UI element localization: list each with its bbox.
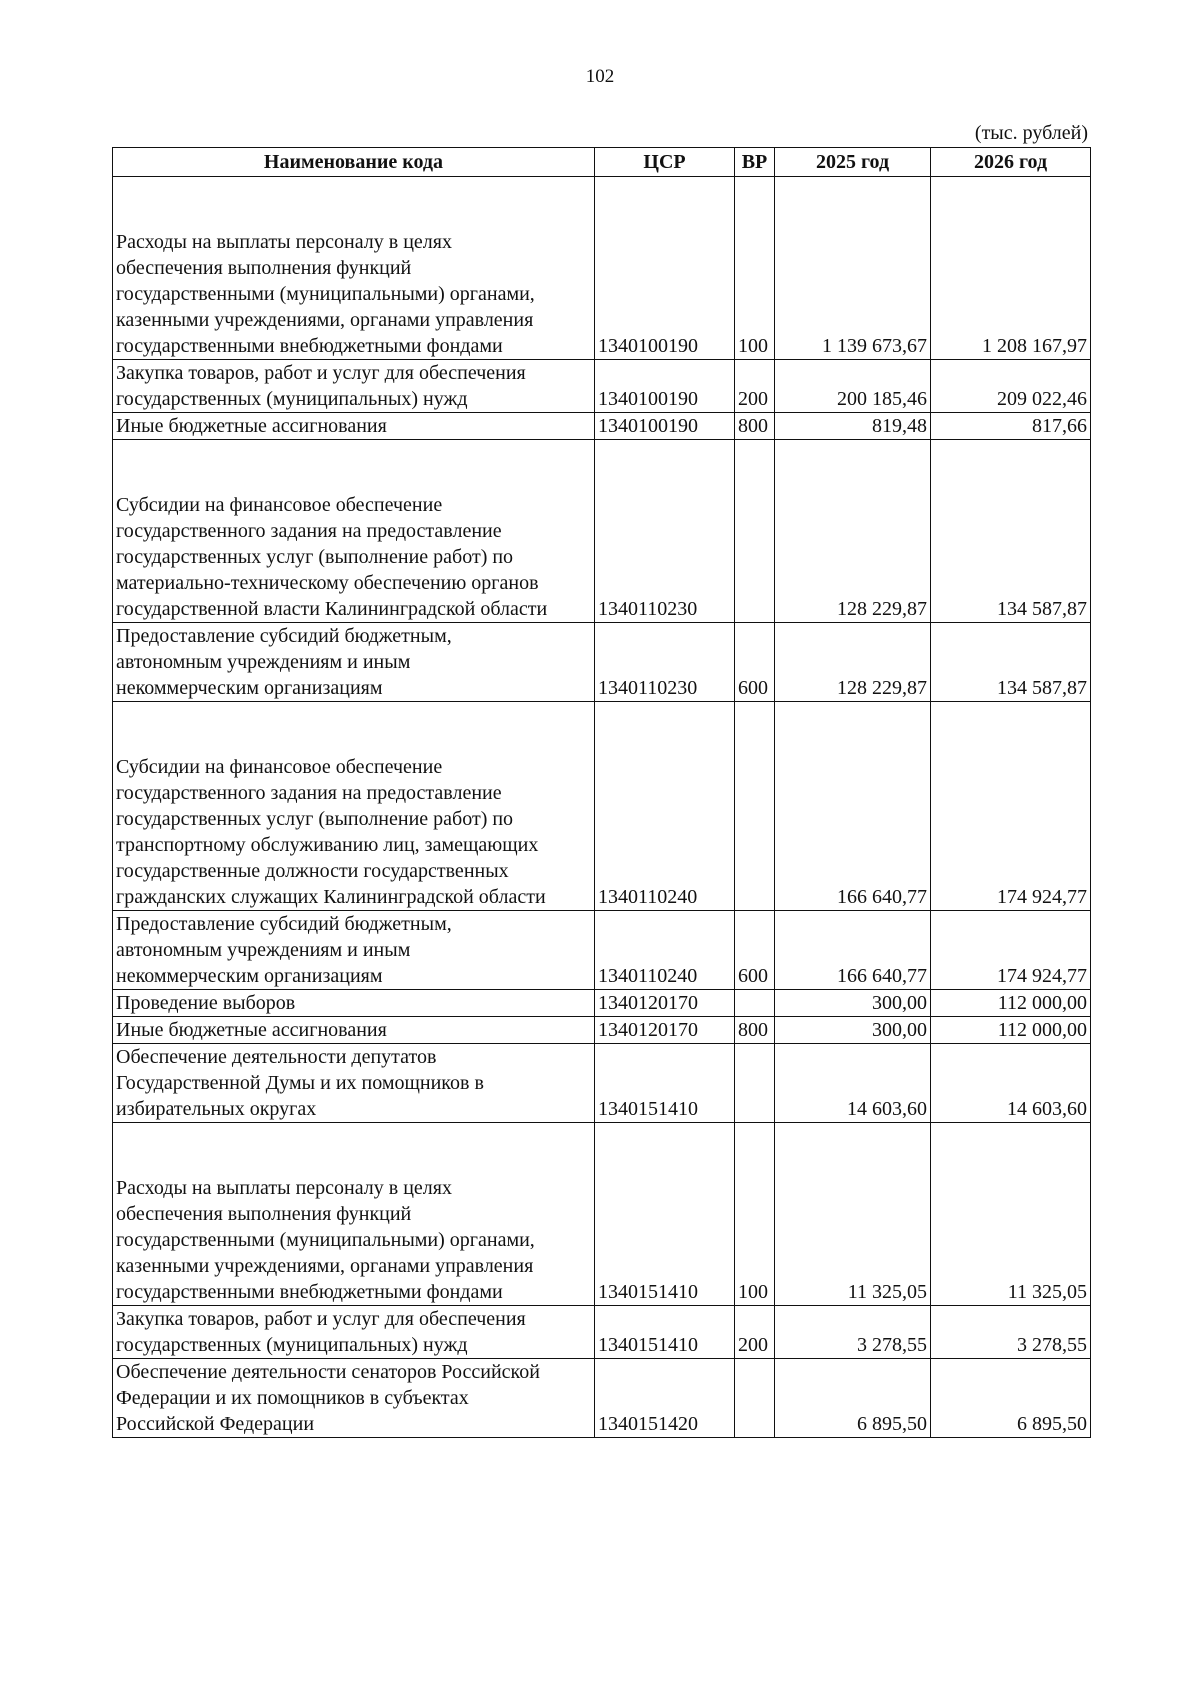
row-csr: 1340110240 [595, 911, 735, 990]
row-2025: 300,00 [775, 1017, 931, 1044]
table-row [113, 1017, 1091, 1044]
row-2025: 819,48 [775, 413, 931, 440]
row-2025: 11 325,05 [775, 1123, 931, 1306]
row-csr: 1340151410 [595, 1306, 735, 1359]
row-2025: 166 640,77 [775, 911, 931, 990]
table-row [113, 177, 1091, 360]
row-vr: 100 [735, 1123, 775, 1306]
row-vr [735, 1044, 775, 1123]
header-name: Наименование кода [113, 148, 595, 177]
row-2025: 166 640,77 [775, 702, 931, 911]
row-csr: 1340120170 [595, 990, 735, 1017]
row-csr: 1340151410 [595, 1044, 735, 1123]
table-row [113, 1044, 1091, 1123]
page-number: 102 [585, 66, 615, 87]
row-name: Предоставление субсидий бюджетным, автономным учреждениям и иным некоммерческим организациям [113, 911, 595, 990]
row-vr: 200 [735, 1306, 775, 1359]
row-2026: 3 278,55 [931, 1306, 1091, 1359]
table-row [113, 990, 1091, 1017]
row-csr: 1340100190 [595, 177, 735, 360]
budget-table [112, 147, 1091, 1438]
row-csr: 1340151410 [595, 1123, 735, 1306]
row-2026: 174 924,77 [931, 911, 1091, 990]
row-name: Иные бюджетные ассигнования [113, 1017, 595, 1044]
table-row [113, 360, 1091, 413]
table-row [113, 702, 1091, 911]
row-name: Субсидии на финансовое обеспечение государственного задания на предоставление государственных услуг (выполнение работ) по материально-техническому обеспечению органов государственной власти Калининградской области [113, 440, 595, 623]
row-2026: 1 208 167,97 [931, 177, 1091, 360]
row-2025: 6 895,50 [775, 1359, 931, 1438]
row-name: Расходы на выплаты персоналу в целях обеспечения выполнения функций государственными (муниципальными) органами, казенными учреждениями, органами управления государственными внебюджетными фондами [113, 177, 595, 360]
row-vr [735, 702, 775, 911]
row-csr: 1340100190 [595, 413, 735, 440]
row-name: Обеспечение деятельности депутатов Государственной Думы и их помощников в избирательных округах [113, 1044, 595, 1123]
row-2026: 134 587,87 [931, 440, 1091, 623]
row-2026: 174 924,77 [931, 702, 1091, 911]
row-vr: 800 [735, 413, 775, 440]
table-row [113, 911, 1091, 990]
table-row [113, 440, 1091, 623]
row-csr: 1340120170 [595, 1017, 735, 1044]
header-csr: ЦСР [595, 148, 735, 177]
table-row [113, 1359, 1091, 1438]
units-label: (тыс. рублей) [974, 122, 1088, 144]
row-2025: 300,00 [775, 990, 931, 1017]
row-2025: 3 278,55 [775, 1306, 931, 1359]
row-vr: 600 [735, 911, 775, 990]
header-2025: 2025 год [775, 148, 931, 177]
row-2025: 14 603,60 [775, 1044, 931, 1123]
header-2026: 2026 год [931, 148, 1091, 177]
table-row [113, 623, 1091, 702]
row-2025: 128 229,87 [775, 623, 931, 702]
row-vr: 600 [735, 623, 775, 702]
row-name: Закупка товаров, работ и услуг для обеспечения государственных (муниципальных) нужд [113, 360, 595, 413]
row-name: Обеспечение деятельности сенаторов Российской Федерации и их помощников в субъектах Российской Федерации [113, 1359, 595, 1438]
row-2025: 200 185,46 [775, 360, 931, 413]
row-2026: 6 895,50 [931, 1359, 1091, 1438]
row-name: Расходы на выплаты персоналу в целях обеспечения выполнения функций государственными (муниципальными) органами, казенными учреждениями, органами управления государственными внебюджетными фондами [113, 1123, 595, 1306]
row-2025: 1 139 673,67 [775, 177, 931, 360]
row-2026: 112 000,00 [931, 1017, 1091, 1044]
row-csr: 1340110230 [595, 623, 735, 702]
row-2026: 11 325,05 [931, 1123, 1091, 1306]
table-row [113, 1306, 1091, 1359]
row-vr [735, 1359, 775, 1438]
table-row [113, 1123, 1091, 1306]
row-name: Субсидии на финансовое обеспечение государственного задания на предоставление государственных услуг (выполнение работ) по транспортному обслуживанию лиц, замещающих государственные должности государственных гражданских служащих Калининградской области [113, 702, 595, 911]
row-2026: 112 000,00 [931, 990, 1091, 1017]
row-name: Проведение выборов [113, 990, 595, 1017]
row-name: Закупка товаров, работ и услуг для обеспечения государственных (муниципальных) нужд [113, 1306, 595, 1359]
row-vr: 200 [735, 360, 775, 413]
row-2026: 209 022,46 [931, 360, 1091, 413]
row-2025: 128 229,87 [775, 440, 931, 623]
table-row [113, 413, 1091, 440]
row-2026: 134 587,87 [931, 623, 1091, 702]
row-csr: 1340100190 [595, 360, 735, 413]
row-vr: 100 [735, 177, 775, 360]
row-name: Иные бюджетные ассигнования [113, 413, 595, 440]
row-name: Предоставление субсидий бюджетным, автономным учреждениям и иным некоммерческим организациям [113, 623, 595, 702]
header-vr: ВР [735, 148, 775, 177]
row-vr: 800 [735, 1017, 775, 1044]
row-2026: 817,66 [931, 413, 1091, 440]
row-vr [735, 990, 775, 1017]
row-csr: 1340110230 [595, 440, 735, 623]
row-csr: 1340110240 [595, 702, 735, 911]
row-vr [735, 440, 775, 623]
row-csr: 1340151420 [595, 1359, 735, 1438]
row-2026: 14 603,60 [931, 1044, 1091, 1123]
header-row [113, 148, 1091, 177]
